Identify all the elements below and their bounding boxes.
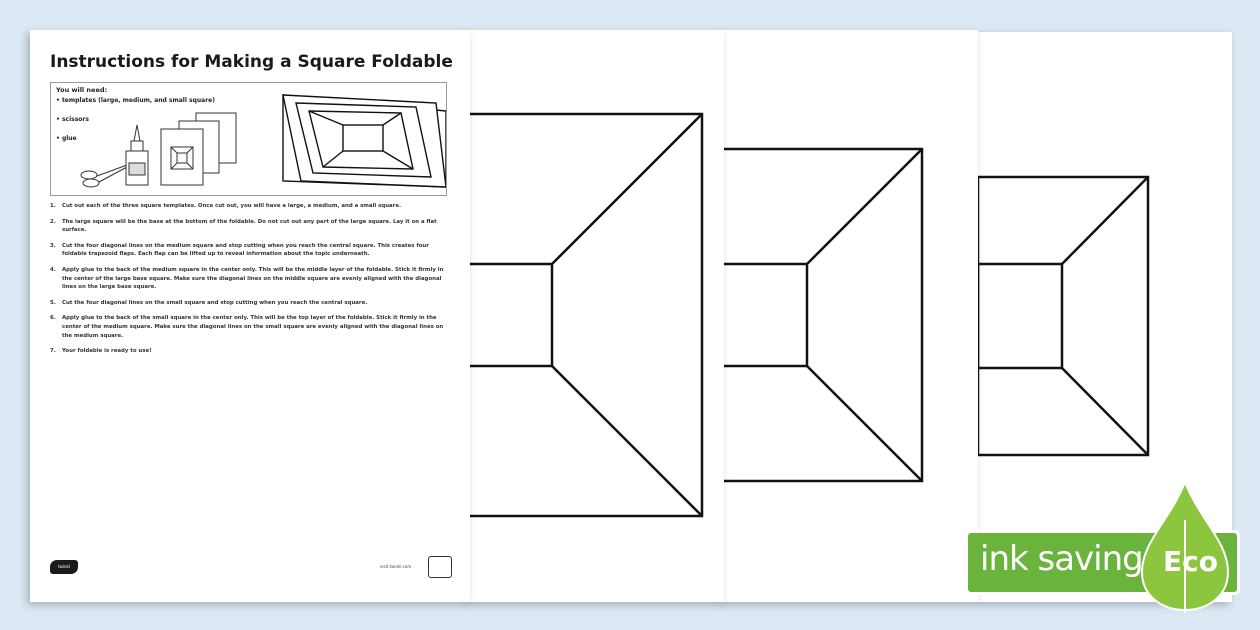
step-number: 3. — [50, 242, 56, 249]
step-item — [50, 347, 450, 356]
footer-site: visit twinkl.com — [380, 564, 412, 569]
step-number: 4. — [50, 266, 56, 273]
material-item: • glue — [56, 135, 215, 154]
material-item: • scissors — [56, 116, 215, 135]
step-item — [50, 266, 450, 292]
step-number: 2. — [50, 218, 56, 225]
template-sheets-icon — [161, 113, 236, 185]
glue-bottle-icon — [126, 125, 148, 185]
eco-badge-label: Eco — [1163, 545, 1218, 578]
step-text: Your foldable is ready to use! — [62, 348, 152, 355]
step-number: 5. — [50, 299, 56, 306]
materials-box — [50, 82, 447, 196]
medium-square-template-sheet — [722, 30, 978, 602]
step-text: Cut the four diagonal lines on the medium square and stop cutting when you reach the central square. This creates four foldable trapezoid flaps. Each flap can be lifted up to reveal information about the topic underneath. — [62, 242, 429, 258]
step-item — [50, 299, 450, 308]
step-text: Cut out each of the three square templates. Once cut out, you will have a large, a medium, and a small square. — [62, 203, 402, 209]
step-text: Cut the four diagonal lines on the small square and stop cutting when you reach the central square. — [62, 299, 368, 306]
step-item — [50, 242, 450, 259]
materials-illustration — [51, 83, 446, 195]
step-text: The large square will be the base at the bottom of the foldable. Do not cut out any part of the large square. Lay it on a flat surface. — [62, 218, 437, 234]
step-number: 6. — [50, 315, 56, 322]
footer-badge-icon — [428, 556, 452, 578]
step-text: Apply glue to the back of the small square in the center only. This will be the top layer of the foldable. Stick it firmly in the center of the medium square. Make sure the diagonal lines on the small square are evenly aligned with the diagonal lines on the medium square. — [62, 315, 444, 339]
ink-saving-text: ink saving — [980, 539, 1143, 579]
medium-square-template-drawing — [722, 30, 978, 602]
step-item — [50, 218, 450, 235]
step-item — [50, 202, 450, 211]
instructions-sheet — [30, 30, 470, 602]
twinkl-logo: twinkl — [50, 560, 78, 574]
large-square-template-drawing — [468, 30, 724, 602]
materials-heading: You will need: — [56, 86, 108, 94]
steps-list — [50, 202, 450, 363]
step-item — [50, 314, 450, 340]
step-number: 1. — [50, 203, 56, 209]
step-text: Apply glue to the back of the medium square in the center only. This will be the middle layer of the foldable. Stick it firmly in the center of the large base square. Make sure the diagonal lines on the middle square are evenly aligned with the diagonal lines on the large base square. — [62, 266, 444, 291]
scissors-icon — [81, 165, 127, 187]
material-item: • templates (large, medium, and small square) — [56, 97, 215, 116]
page-title: Instructions for Making a Square Foldable — [50, 52, 453, 72]
foldable-illustration — [283, 95, 446, 187]
large-square-template-sheet — [468, 30, 724, 602]
step-number: 7. — [50, 348, 56, 355]
